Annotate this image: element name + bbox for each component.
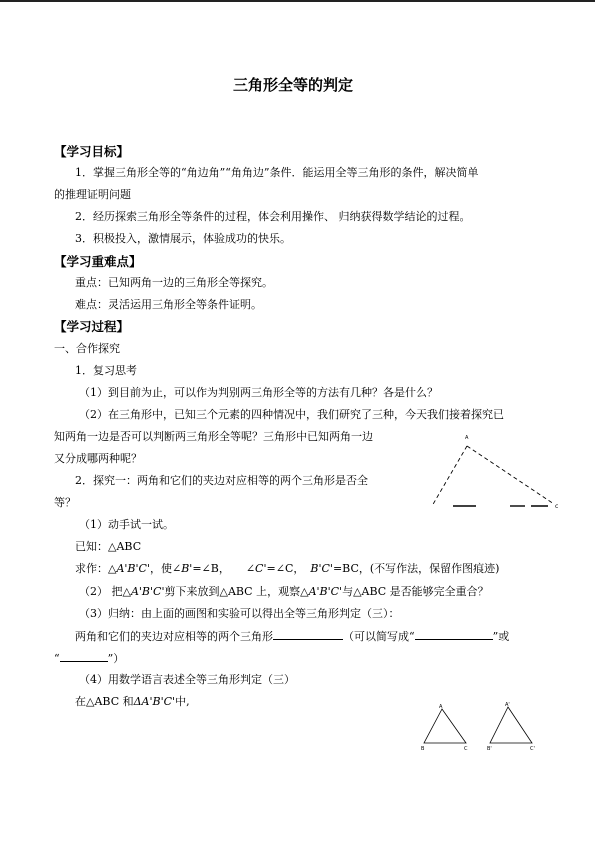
part-1-heading: 一、合作探究 — [54, 342, 120, 355]
construct-mid-3: =∠C， — [266, 562, 305, 575]
conclusion-or: ”或 — [492, 630, 510, 643]
section-heading-goals: 【学习目标】 — [54, 144, 130, 159]
section-heading-keypoints: 【学习重难点】 — [54, 254, 142, 269]
tri1-label-b: B — [421, 746, 425, 752]
goal-item-1: 1．掌握三角形全等的“角边角”“角角边”条件．能运用全等三角形的条件，解决简单 — [75, 166, 479, 179]
dashed-side-left — [432, 446, 467, 506]
given-statement: 已知：△ABC — [75, 540, 142, 553]
question-2-cont: 知两角一边是否可以判断两三角形全等呢？三角形中已知两角一边 — [54, 430, 373, 443]
corner-c-label: c — [555, 503, 559, 510]
construct-statement — [75, 562, 499, 576]
tri1-label-a: A — [439, 704, 443, 710]
conclusion-blank-2[interactable] — [415, 629, 493, 640]
conclusion-blank-3[interactable] — [60, 651, 108, 662]
construct-suffix: =BC，(不写作法，保留作图痕迹) — [332, 562, 500, 575]
step-2-triangle-symbol-2: A'B'C' — [308, 585, 343, 598]
dashed-triangle-figure — [430, 432, 560, 512]
conclusion-line — [75, 629, 509, 644]
explore-1: 2．探究一：两角和它们的夹边对应相等的两个三角形是否全 — [75, 474, 368, 487]
page-title: 三角形全等的判定 — [233, 76, 354, 94]
conclusion-open-quote: “ — [54, 652, 60, 665]
question-2-cont-2: 又分成哪两种呢？ — [54, 452, 142, 465]
tri2-label-a: A' — [505, 702, 510, 708]
explore-1-cont: 等？ — [54, 496, 76, 509]
construct-prefix: 求作：△ — [75, 562, 117, 575]
construct-mid-2: =∠B， — [192, 562, 230, 575]
tri2-label-b: B' — [487, 746, 492, 752]
step-4: （4）用数学语言表述全等三角形判定（三） — [79, 673, 295, 686]
construct-angle-c-symbol: ∠C' — [245, 562, 267, 575]
focus-point: 重点：已知两角一边的三角形全等探究。 — [75, 276, 273, 289]
conclusion-close: ”） — [107, 652, 125, 665]
dashed-side-right — [467, 446, 554, 504]
try-it-step: （1）动手试一试。 — [79, 518, 174, 531]
step-2-suffix: 与△ABC 是否能够完全重合？ — [342, 585, 489, 598]
conclusion-abbrev: （可以简写成“ — [343, 630, 415, 643]
tri1-label-c: C — [464, 746, 468, 752]
apex-label: A — [465, 435, 469, 441]
step-2-prefix: （2） 把△ — [79, 585, 131, 598]
triangle-abc — [424, 709, 466, 743]
triangle-a1b1c1-figure — [484, 703, 544, 753]
question-2: （2）在三角形中，已知三个元素的四种情况中，我们研究了三种，今天我们接着探究已 — [79, 408, 504, 421]
step-2-mid: 剪下来放到△ABC 上，观察△ — [164, 585, 309, 598]
construct-side-symbol: B'C' — [310, 562, 333, 575]
section-heading-process: 【学习过程】 — [54, 319, 130, 334]
step-2 — [79, 585, 489, 599]
tri2-label-c: C' — [530, 746, 535, 752]
triangle-abc-figure — [418, 703, 478, 753]
in-suffix: 中, — [175, 695, 190, 708]
step-2-triangle-symbol: A'B'C' — [130, 585, 165, 598]
construct-angle-b-symbol: B' — [181, 562, 193, 575]
question-1: （1）到目前为止，可以作为判别两三角形全等的方法有几种？各是什么？ — [79, 386, 438, 399]
in-triangle-symbol: ΔA'B'C' — [133, 695, 176, 708]
triangle-a1b1c1 — [490, 707, 532, 743]
difficulty-point: 难点：灵活运用三角形全等条件证明。 — [75, 298, 262, 311]
page-top-rule — [0, 0, 595, 2]
goal-item-3: 3．积极投入，激情展示，体验成功的快乐。 — [75, 232, 291, 245]
review-heading: 1．复习思考 — [75, 364, 137, 377]
goal-item-1-cont: 的推理证明问题 — [54, 188, 131, 201]
goal-item-2: 2．经历探索三角形全等条件的过程，体会利用操作、 归纳获得数学结论的过程。 — [75, 210, 471, 223]
in-triangles-line — [75, 695, 190, 709]
conclusion-blank-1[interactable] — [273, 629, 343, 640]
conclusion-text: 两角和它们的夹边对应相等的两个三角形 — [75, 630, 273, 643]
construct-triangle-symbol: A'B'C' — [116, 562, 150, 575]
conclusion-line-2 — [54, 651, 124, 666]
in-prefix: 在△ABC 和 — [75, 695, 134, 708]
step-3: （3）归纳：由上面的画图和实验可以得出全等三角形判定（三）： — [79, 607, 400, 620]
construct-mid-1: ，使∠ — [149, 562, 182, 575]
